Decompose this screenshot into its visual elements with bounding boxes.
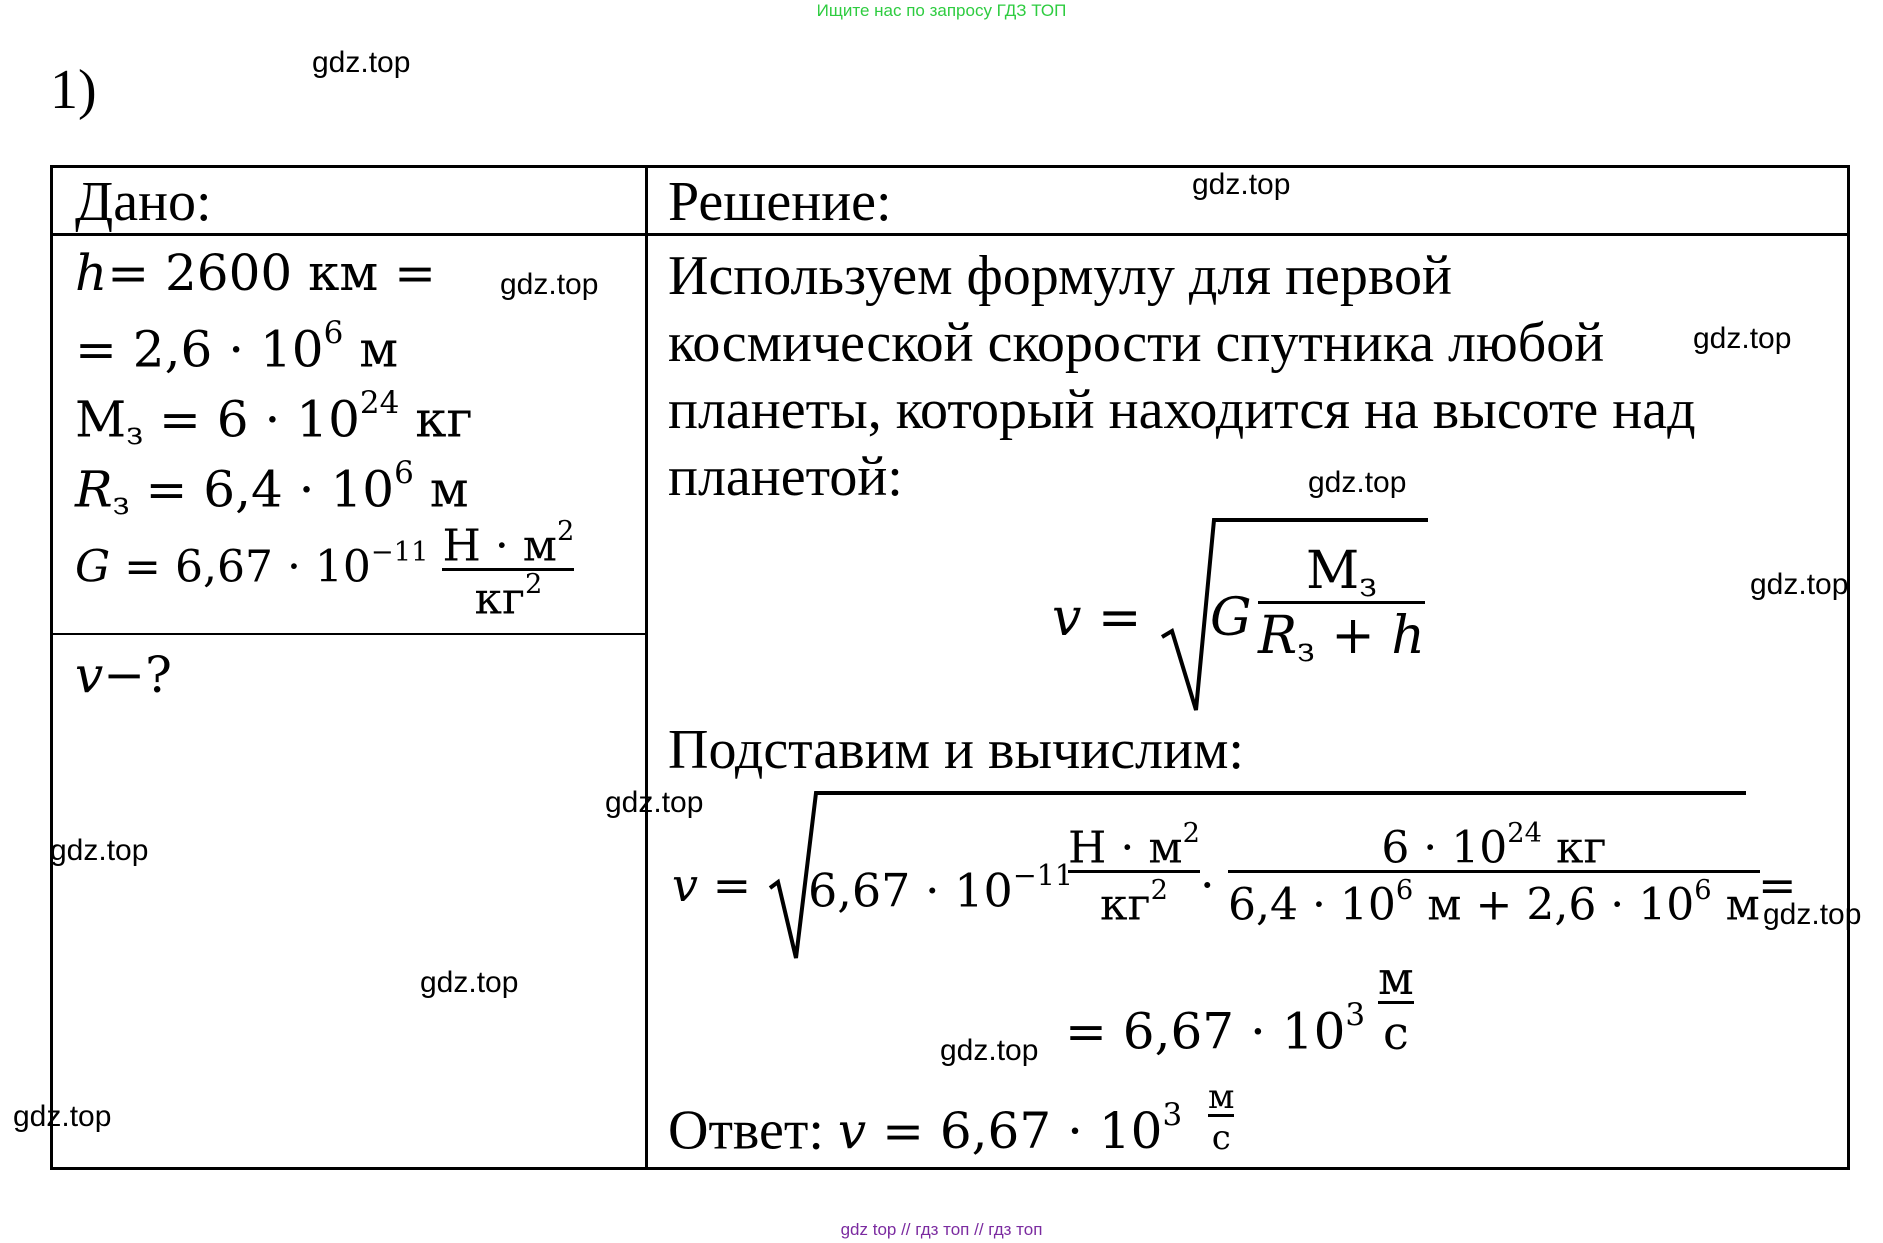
main-formula-fraction: $\frac{M_з}{R_з + h}$: [1258, 541, 1425, 670]
intro-line-4: планетой:: [668, 446, 903, 508]
answer: Ответ: $v = 6,67 \cdot 10^3$: [668, 1097, 1183, 1162]
table-border-left: [50, 165, 53, 1170]
var-h: h: [75, 244, 108, 302]
problem-number: 1): [50, 59, 97, 121]
h-value: = 2600 км =: [107, 244, 437, 302]
given-h-line1: [75, 244, 437, 302]
calc-lhs: v =: [672, 858, 752, 912]
main-formula-lhs: v =: [1052, 588, 1142, 648]
watermark: gdz.top: [605, 786, 704, 819]
table-border-top: [50, 165, 1850, 168]
watermark: gdz.top: [940, 1034, 1039, 1067]
watermark: gdz.top: [1693, 322, 1792, 355]
main-formula-g: G: [1210, 588, 1252, 648]
g-unit-fraction: $\frac{Н \cdot м^2}{кг^2}$: [442, 516, 575, 625]
watermark: gdz.top: [1192, 168, 1291, 201]
watermark: gdz.top: [1308, 466, 1407, 499]
calc-result: = $6,67 \cdot 10^3$: [1065, 997, 1366, 1061]
substitute-label: Подставим и вычислим:: [668, 719, 1244, 781]
header-divider: [50, 233, 1850, 236]
table-border-right: [1847, 165, 1850, 1170]
calc-dot: ·: [1200, 858, 1215, 912]
calc-equals: =: [1758, 858, 1797, 912]
watermark: gdz.top: [50, 834, 149, 867]
calc-coefficient: $6,67 \cdot 10^{-11}$: [808, 859, 1074, 918]
promo-banner[interactable]: Ищите нас по запросу ГДЗ ТОП: [816, 1, 1067, 20]
given-radius: $R_з = 6,4 \cdot 10^6$ м: [75, 455, 469, 522]
given-mass: $M_з = 6 \cdot 10^{24}$ кг: [75, 385, 473, 452]
given-h-line2: = $2,6 \cdot 10^6$ м: [75, 315, 399, 379]
answer-unit: $\frac{м}{с}$: [1208, 1077, 1235, 1158]
watermark: gdz.top: [1750, 568, 1849, 601]
table-border-bottom: [50, 1167, 1850, 1170]
intro-line-2: космической скорости спутника любой: [668, 312, 1605, 374]
watermark: gdz.top: [13, 1100, 112, 1133]
intro-line-1: Используем формулу для первой: [668, 245, 1452, 307]
watermark: gdz.top: [1763, 898, 1862, 931]
calc-unit-fraction: $\frac{Н \cdot м^2}{кг^2}$: [1068, 818, 1200, 931]
calc-result-unit: $\frac{м}{с}$: [1378, 951, 1414, 1060]
calc-main-fraction: $\frac{6 \cdot 10^{24} кг}{6,4 \cdot 10^6 м + 2,6 \cdot 10^6 м}$: [1228, 818, 1760, 931]
given-gravitational-constant: $G = 6,67 \cdot 10^{-11}$ $\frac{Н \cdot м^2}{кг^2}$: [75, 516, 575, 625]
watermark: gdz.top: [500, 268, 599, 301]
given-header: Дано:: [75, 171, 212, 233]
solution-header: Решение:: [668, 171, 892, 233]
footer-links[interactable]: gdz top // гдз топ // гдз топ: [840, 1220, 1043, 1239]
table-column-divider: [645, 165, 648, 1170]
watermark: gdz.top: [312, 46, 411, 79]
watermark: gdz.top: [420, 966, 519, 999]
find-velocity: v−?: [75, 646, 172, 704]
intro-line-3: планеты, который находится на высоте над: [668, 379, 1696, 441]
given-find-divider: [50, 633, 647, 635]
